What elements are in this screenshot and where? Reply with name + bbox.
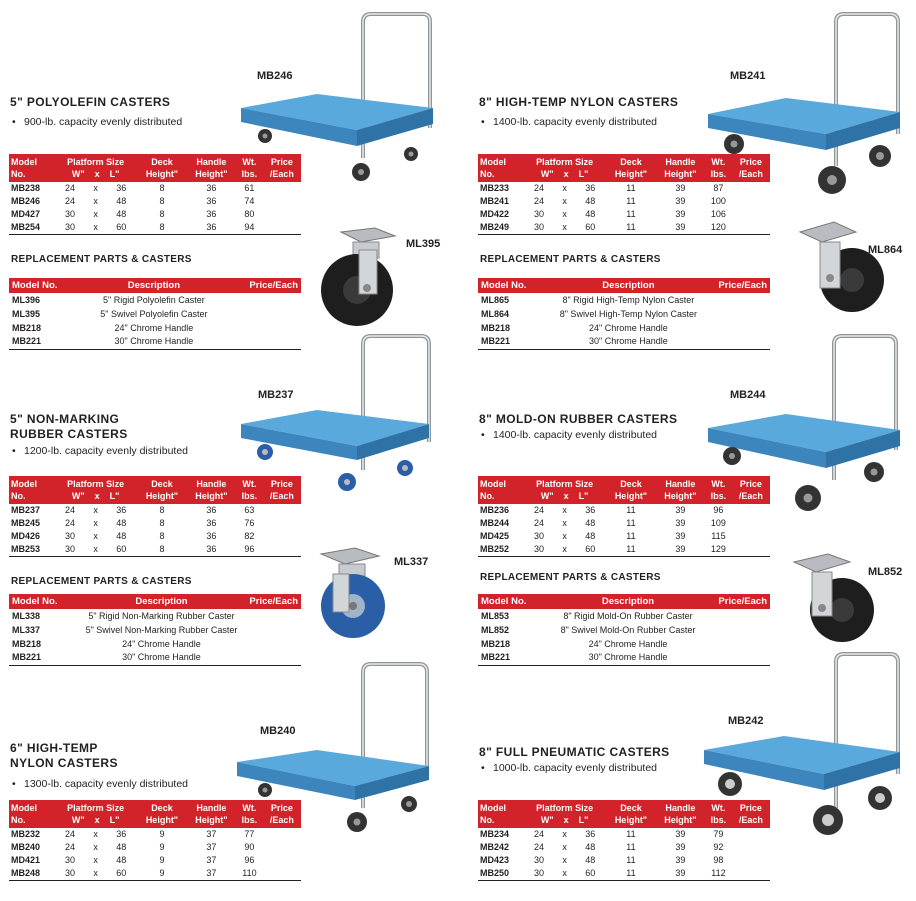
table-row: MB240 24 x 48 9 37 90 bbox=[11, 842, 255, 852]
table-row: MB249 30 x 60 11 39 120 bbox=[478, 221, 770, 234]
list-item: MB221 30" Chrome Handle bbox=[9, 335, 301, 349]
col-handle: Handle Height" bbox=[187, 476, 236, 504]
col-handle: Handle Height" bbox=[187, 800, 236, 828]
table-row: MB242 24 x 48 11 39 92 bbox=[480, 842, 724, 852]
col-platform: Platform Size W" x L" bbox=[523, 154, 606, 182]
table-row: MB232 24 x 36 9 37 77 bbox=[11, 829, 255, 839]
col-deck: Deck Height" bbox=[137, 800, 186, 828]
capacity-note: • 1400-lb. capacity evenly distributed bbox=[481, 429, 658, 441]
col-handle: Handle Height" bbox=[656, 476, 705, 504]
col-model: Model No. bbox=[9, 800, 54, 828]
cart-model-label: MB241 bbox=[730, 70, 766, 82]
specs-table bbox=[9, 800, 301, 881]
capacity-note: • 1300-lb. capacity evenly distributed bbox=[12, 778, 189, 790]
col-parts-model: Model No. bbox=[478, 278, 548, 293]
col-handle: Handle Height" bbox=[656, 800, 705, 828]
section-title: 5" POLYOLEFIN CASTERS bbox=[10, 95, 171, 109]
replacement-heading: REPLACEMENT PARTS & CASTERS bbox=[11, 254, 192, 265]
col-price: Price /Each bbox=[732, 476, 770, 504]
table-row: MB241 24 x 48 11 39 100 bbox=[480, 196, 726, 206]
table-row: MB250 30 x 60 11 39 112 bbox=[478, 867, 770, 880]
col-model: Model No. bbox=[9, 476, 54, 504]
list-item: MB218 24" Chrome Handle bbox=[12, 638, 201, 649]
capacity-note: • 900-lb. capacity evenly distributed bbox=[12, 116, 183, 128]
col-price: Price /Each bbox=[732, 800, 770, 828]
caster-image bbox=[790, 550, 880, 646]
specs-table bbox=[9, 476, 301, 557]
table-row: MB234 24 x 36 11 39 79 bbox=[480, 829, 724, 839]
section-title: 6" HIGH-TEMP NYLON CASTERS bbox=[10, 741, 118, 770]
col-weight: Wt. lbs. bbox=[236, 800, 263, 828]
table-row: MB244 24 x 48 11 39 109 bbox=[480, 518, 726, 528]
col-platform: Platform Size W" x L" bbox=[54, 154, 137, 182]
caster-model-label: ML337 bbox=[394, 556, 429, 568]
caster-image bbox=[796, 218, 886, 318]
table-row: MB237 24 x 36 8 36 63 bbox=[11, 505, 255, 515]
list-item: ML852 8" Swivel Mold-On Rubber Caster bbox=[481, 624, 696, 635]
section-full-pneumatic bbox=[478, 648, 908, 901]
caster-model-label: ML395 bbox=[406, 238, 441, 250]
cart-model-label: MB240 bbox=[260, 725, 296, 737]
cart-model-label: MB237 bbox=[258, 389, 294, 401]
cart-model-label: MB244 bbox=[730, 389, 766, 401]
table-row: MD423 30 x 48 11 39 98 bbox=[480, 855, 724, 865]
section-polyolefin bbox=[9, 4, 441, 347]
col-deck: Deck Height" bbox=[137, 154, 186, 182]
replacement-heading: REPLACEMENT PARTS & CASTERS bbox=[480, 572, 661, 583]
table-row: MD426 30 x 48 8 36 82 bbox=[11, 531, 255, 541]
col-platform: Platform Size W" x L" bbox=[523, 800, 606, 828]
col-handle: Handle Height" bbox=[187, 154, 236, 182]
section-high-temp-nylon-6 bbox=[9, 648, 439, 901]
col-parts-description: Description bbox=[79, 278, 229, 293]
table-row: MB253 30 x 60 8 36 96 bbox=[9, 543, 301, 556]
table-row: MB252 30 x 60 11 39 129 bbox=[478, 543, 770, 556]
col-parts-description: Description bbox=[79, 594, 244, 609]
col-platform: Platform Size W" x L" bbox=[523, 476, 606, 504]
col-price: Price /Each bbox=[263, 476, 301, 504]
table-row: MB238 24 x 36 8 36 61 bbox=[11, 183, 255, 193]
caster-model-label: ML852 bbox=[868, 566, 903, 578]
col-weight: Wt. lbs. bbox=[236, 476, 263, 504]
section-title: 8" FULL PNEUMATIC CASTERS bbox=[479, 745, 670, 759]
col-price: Price /Each bbox=[263, 800, 301, 828]
col-model: Model No. bbox=[478, 154, 523, 182]
table-row: MB246 24 x 48 8 36 74 bbox=[11, 196, 255, 206]
col-parts-price: Price/Each bbox=[709, 278, 770, 293]
col-handle: Handle Height" bbox=[656, 154, 705, 182]
specs-table bbox=[478, 800, 770, 881]
col-deck: Deck Height" bbox=[606, 154, 655, 182]
table-row: MD422 30 x 48 11 39 106 bbox=[480, 209, 726, 219]
section-high-temp-nylon-8 bbox=[478, 4, 908, 347]
table-row: MD425 30 x 48 11 39 115 bbox=[480, 531, 726, 541]
list-item: MB221 30" Chrome Handle bbox=[478, 651, 770, 665]
specs-table bbox=[478, 154, 770, 235]
table-row: MB236 24 x 36 11 39 96 bbox=[480, 505, 724, 515]
col-parts-model: Model No. bbox=[9, 594, 79, 609]
col-parts-model: Model No. bbox=[9, 278, 79, 293]
capacity-note: • 1400-lb. capacity evenly distributed bbox=[481, 116, 658, 128]
table-row: MB233 24 x 36 11 39 87 bbox=[480, 183, 724, 193]
col-parts-price: Price/Each bbox=[229, 278, 301, 293]
cart-model-label: MB242 bbox=[728, 715, 764, 727]
list-item: ML338 5" Rigid Non-Marking Rubber Caster bbox=[12, 610, 235, 621]
col-parts-description: Description bbox=[548, 278, 709, 293]
specs-table bbox=[478, 476, 770, 557]
col-deck: Deck Height" bbox=[606, 800, 655, 828]
col-parts-price: Price/Each bbox=[708, 594, 770, 609]
replacement-heading: REPLACEMENT PARTS & CASTERS bbox=[480, 254, 661, 265]
col-price: Price /Each bbox=[732, 154, 770, 182]
col-parts-description: Description bbox=[548, 594, 708, 609]
list-item: ML396 5" Rigid Polyolefin Caster bbox=[12, 294, 205, 305]
list-item: ML395 5" Swivel Polyolefin Caster bbox=[12, 308, 208, 319]
section-non-marking-rubber bbox=[9, 326, 439, 663]
col-deck: Deck Height" bbox=[137, 476, 186, 504]
col-platform: Platform Size W" x L" bbox=[54, 800, 137, 828]
col-parts-model: Model No. bbox=[478, 594, 548, 609]
section-mold-on-rubber bbox=[478, 326, 908, 663]
capacity-note: • 1200-lb. capacity evenly distributed bbox=[12, 445, 189, 457]
section-title: 5" NON-MARKING RUBBER CASTERS bbox=[10, 412, 128, 441]
table-row: MB254 30 x 60 8 36 94 bbox=[9, 221, 301, 234]
col-weight: Wt. lbs. bbox=[705, 800, 732, 828]
list-item: ML853 8" Rigid Mold-On Rubber Caster bbox=[481, 610, 693, 621]
list-item: MB221 30" Chrome Handle bbox=[478, 335, 770, 349]
table-row: MB248 30 x 60 9 37 110 bbox=[9, 867, 301, 880]
col-platform: Platform Size W" x L" bbox=[54, 476, 137, 504]
col-deck: Deck Height" bbox=[606, 476, 655, 504]
col-weight: Wt. lbs. bbox=[236, 154, 263, 182]
list-item: MB218 24" Chrome Handle bbox=[481, 322, 668, 333]
caster-image bbox=[319, 224, 409, 334]
list-item: ML864 8" Swivel High-Temp Nylon Caster bbox=[481, 308, 697, 319]
platform-cart-image bbox=[237, 330, 447, 500]
section-title: 8" MOLD-ON RUBBER CASTERS bbox=[479, 412, 678, 426]
col-model: Model No. bbox=[478, 800, 523, 828]
col-weight: Wt. lbs. bbox=[705, 476, 732, 504]
table-row: MD421 30 x 48 9 37 96 bbox=[11, 855, 255, 865]
specs-table bbox=[9, 154, 301, 235]
list-item: MB221 30" Chrome Handle bbox=[9, 651, 301, 665]
list-item: ML337 5" Swivel Non-Marking Rubber Caster bbox=[12, 624, 238, 635]
list-item: MB218 24" Chrome Handle bbox=[481, 638, 668, 649]
col-model: Model No. bbox=[9, 154, 54, 182]
caster-image bbox=[315, 544, 401, 644]
col-parts-price: Price/Each bbox=[244, 594, 301, 609]
replacement-heading: REPLACEMENT PARTS & CASTERS bbox=[11, 576, 192, 587]
section-title: 8" HIGH-TEMP NYLON CASTERS bbox=[479, 95, 679, 109]
col-model: Model No. bbox=[478, 476, 523, 504]
table-row: MD427 30 x 48 8 36 80 bbox=[11, 209, 255, 219]
col-price: Price /Each bbox=[263, 154, 301, 182]
caster-model-label: ML864 bbox=[868, 244, 903, 256]
table-row: MB245 24 x 48 8 36 76 bbox=[11, 518, 255, 528]
list-item: ML865 8" Rigid High-Temp Nylon Caster bbox=[481, 294, 695, 305]
col-weight: Wt. lbs. bbox=[705, 154, 732, 182]
list-item: MB218 24" Chrome Handle bbox=[12, 322, 194, 333]
cart-model-label: MB246 bbox=[257, 70, 293, 82]
capacity-note: • 1000-lb. capacity evenly distributed bbox=[481, 762, 658, 774]
